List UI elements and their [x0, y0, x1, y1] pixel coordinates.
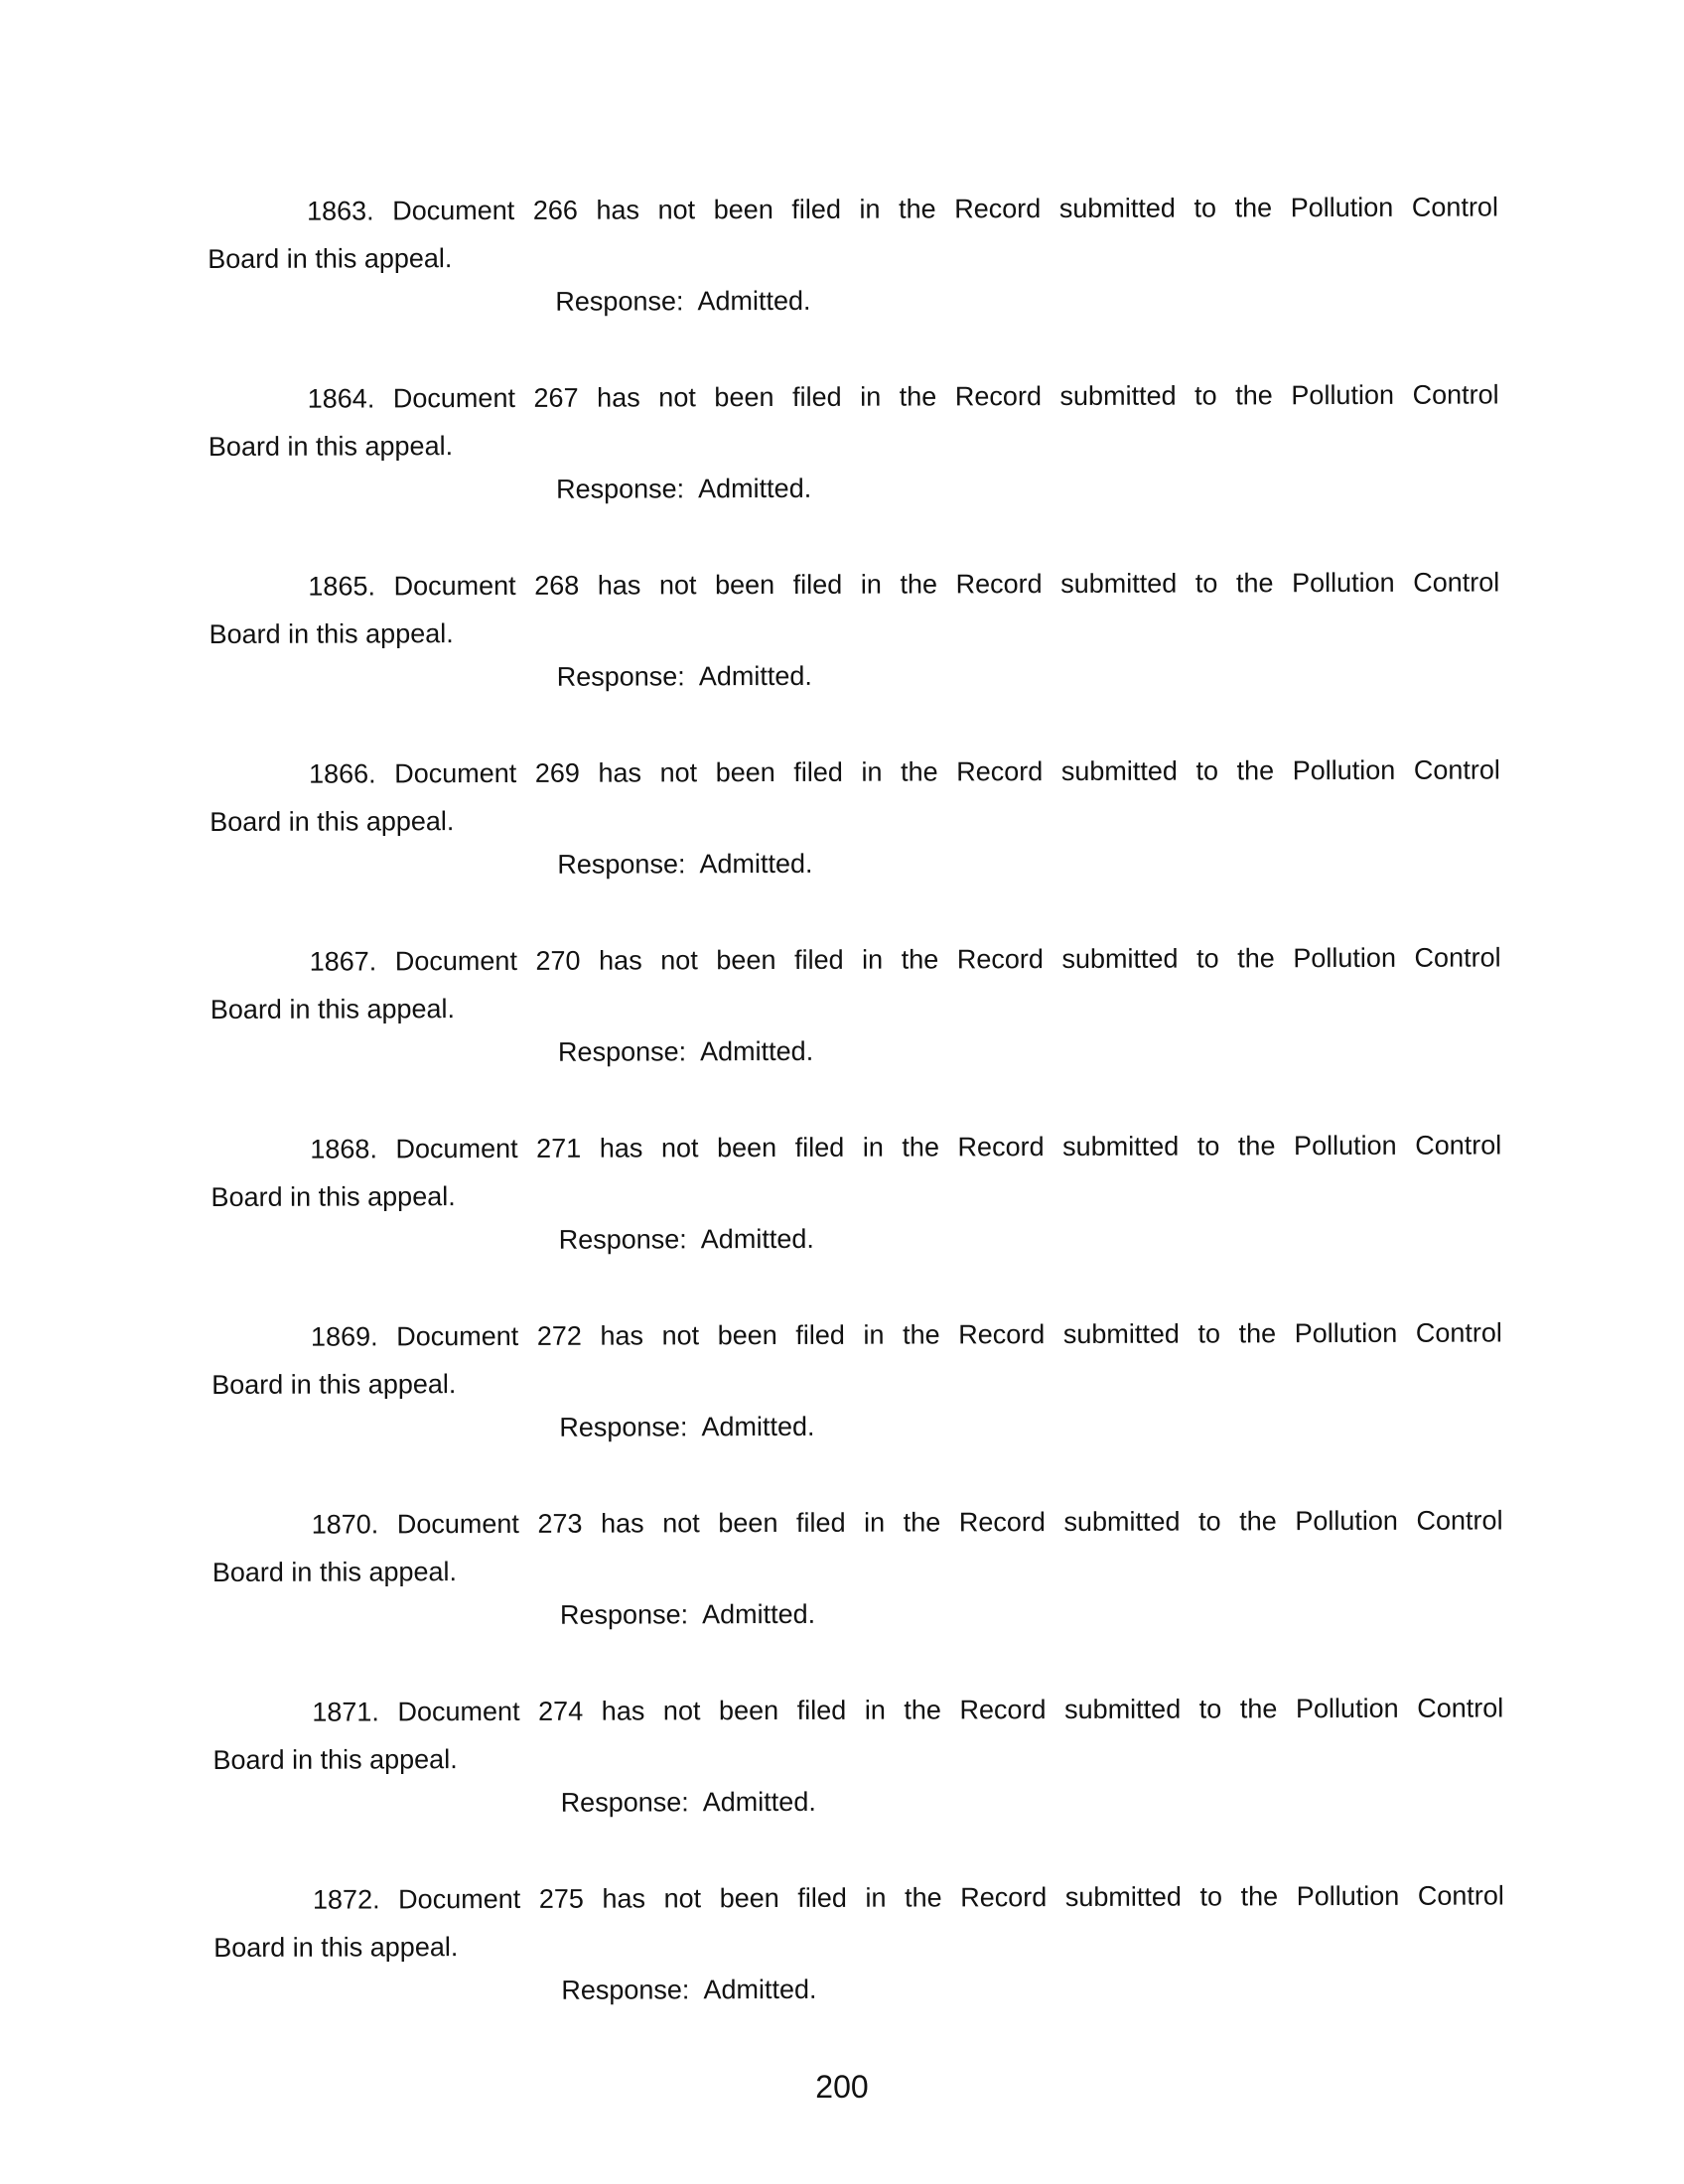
response-line — [557, 659, 812, 694]
paragraph-word: not — [662, 1696, 701, 1726]
response-line — [558, 1034, 813, 1069]
response-label: Response: — [558, 1224, 687, 1255]
paragraph-word: been — [716, 1133, 777, 1163]
paragraph-word: the — [1238, 1318, 1277, 1349]
paragraph-word: not — [658, 382, 696, 413]
paragraph-word: Record — [955, 569, 1043, 600]
paragraph-word: the — [1236, 755, 1275, 786]
paragraph-word: in — [862, 944, 884, 975]
paragraph-word: has — [600, 1320, 644, 1351]
paragraph-continuation: Board in this appeal. — [210, 806, 455, 837]
response-line — [560, 1597, 815, 1632]
paragraph-word: Record — [956, 944, 1044, 975]
paragraph-word: to — [1196, 1131, 1220, 1161]
response-label: Response: — [557, 1036, 687, 1067]
paragraph-word: filed — [795, 1319, 845, 1350]
paragraph-word: submitted — [1060, 755, 1178, 787]
paragraph-word: not — [660, 1133, 699, 1163]
paragraph-word: submitted — [1060, 568, 1178, 600]
paragraph-word: to — [1196, 943, 1219, 974]
page-number: 200 — [815, 2069, 869, 2105]
paragraph-word: the — [904, 1695, 941, 1725]
paragraph-word: filed — [793, 944, 844, 975]
paragraph-number: 1865. — [308, 571, 376, 602]
numbered-paragraph — [212, 1691, 1504, 1883]
response-value: Admitted. — [701, 1411, 815, 1442]
paragraph-word: Document — [394, 757, 517, 789]
paragraph-word: Pollution — [1293, 942, 1396, 974]
paragraph-word: 266 — [532, 195, 578, 225]
paragraph-number: 1869. — [310, 1321, 378, 1352]
paragraph-number: 1866. — [308, 758, 376, 789]
paragraph-word: the — [1237, 1131, 1276, 1161]
paragraph-word: not — [660, 945, 698, 976]
paragraph-word: Record — [958, 1319, 1046, 1350]
response-value: Admitted. — [700, 1223, 814, 1255]
paragraph-word: to — [1194, 568, 1218, 599]
paragraph-continuation: Board in this appeal. — [210, 1181, 456, 1212]
paragraph-word: the — [901, 944, 939, 975]
paragraph-word: submitted — [1058, 193, 1176, 224]
paragraph-word: been — [717, 1320, 777, 1351]
paragraph-word: Record — [958, 1507, 1046, 1538]
paragraph-word: Control — [1415, 1317, 1502, 1348]
paragraph-word: in — [861, 756, 883, 787]
paragraph-word: Control — [1413, 567, 1500, 598]
paragraph-word: has — [597, 382, 640, 413]
paragraph-word: the — [900, 569, 938, 600]
paragraph-word: the — [1235, 568, 1274, 599]
paragraph-word: been — [715, 757, 775, 788]
paragraph-word: Pollution — [1293, 1130, 1397, 1161]
paragraph-word: to — [1197, 1318, 1221, 1349]
paragraph-word: Record — [954, 381, 1042, 412]
paragraph-word: been — [719, 1883, 779, 1914]
paragraph-continuation: Board in this appeal. — [208, 431, 454, 462]
paragraph-word: to — [1198, 1506, 1221, 1537]
paragraph-word: the — [1234, 193, 1273, 223]
paragraph-word: in — [860, 569, 882, 600]
paragraph-word: to — [1193, 193, 1217, 223]
paragraph-word: in — [864, 1695, 886, 1725]
paragraph-word: Record — [956, 756, 1044, 787]
response-line — [555, 284, 810, 319]
paragraph-word: the — [901, 756, 938, 787]
paragraph-word: Pollution — [1295, 1693, 1399, 1724]
paragraph-continuation: Board in this appeal. — [210, 994, 456, 1024]
paragraph-list — [208, 190, 1505, 2071]
paragraph-word: 275 — [538, 1883, 584, 1914]
paragraph-number: 1863. — [307, 196, 374, 226]
response-value: Admitted. — [702, 1598, 816, 1630]
paragraph-word: Document — [392, 195, 515, 226]
paragraph-word: Document — [396, 1508, 519, 1540]
response-label: Response: — [559, 1412, 688, 1442]
paragraph-word: Document — [392, 382, 515, 414]
paragraph-word: has — [601, 1508, 644, 1539]
numbered-paragraph — [211, 1315, 1503, 1508]
paragraph-first-line — [209, 377, 1499, 416]
paragraph-word: Document — [394, 945, 517, 977]
paragraph-word: Pollution — [1291, 567, 1395, 599]
paragraph-word: has — [602, 1883, 646, 1914]
paragraph-number: 1864. — [307, 383, 375, 414]
paragraph-word: the — [899, 381, 937, 412]
response-value: Admitted. — [703, 1974, 817, 2005]
paragraph-word: filed — [792, 381, 842, 412]
paragraph-word: filed — [795, 1507, 846, 1538]
paragraph-word: has — [596, 195, 640, 225]
paragraph-word: 269 — [534, 757, 580, 788]
paragraph-number: 1871. — [312, 1697, 379, 1727]
paragraph-word: 270 — [535, 945, 581, 976]
paragraph-word: filed — [793, 756, 843, 787]
paragraph-first-line — [213, 1878, 1504, 1917]
paragraph-first-line — [210, 940, 1501, 979]
response-value: Admitted. — [699, 848, 813, 880]
response-value: Admitted. — [697, 285, 811, 317]
numbered-paragraph — [210, 752, 1501, 945]
paragraph-first-line — [210, 1128, 1501, 1166]
response-label: Response: — [560, 1787, 689, 1818]
paragraph-word: the — [1240, 1881, 1279, 1912]
paragraph-first-line — [209, 565, 1499, 604]
paragraph-word: submitted — [1064, 1694, 1182, 1724]
paragraph-word: Document — [393, 570, 516, 602]
paragraph-word: submitted — [1063, 1506, 1181, 1537]
paragraph-word: not — [659, 757, 698, 788]
paragraph-word: Control — [1411, 192, 1498, 222]
paragraph-word: 274 — [538, 1696, 584, 1726]
response-value: Admitted. — [698, 473, 812, 504]
paragraph-word: not — [661, 1320, 700, 1351]
paragraph-word: the — [904, 1882, 942, 1913]
paragraph-word: been — [715, 570, 775, 601]
numbered-paragraph — [213, 1878, 1505, 2071]
paragraph-word: 267 — [533, 382, 579, 413]
paragraph-word: been — [714, 382, 774, 413]
paragraph-word: Pollution — [1292, 754, 1396, 786]
paragraph-word: filed — [797, 1882, 847, 1913]
paragraph-number: 1870. — [311, 1509, 379, 1540]
paragraph-word: Control — [1413, 754, 1500, 785]
paragraph-word: has — [599, 945, 642, 976]
response-label: Response: — [557, 849, 686, 880]
paragraph-word: filed — [792, 569, 843, 600]
paragraph-first-line — [210, 752, 1500, 791]
paragraph-word: submitted — [1062, 1131, 1180, 1161]
paragraph-word: 273 — [537, 1508, 583, 1539]
paragraph-word: been — [713, 195, 773, 225]
paragraph-word: Control — [1414, 942, 1501, 973]
paragraph-first-line — [212, 1691, 1503, 1729]
paragraph-word: not — [662, 1508, 700, 1539]
response-line — [557, 847, 812, 882]
paragraph-word: in — [859, 194, 881, 224]
response-label: Response: — [561, 1975, 690, 2005]
paragraph-word: Pollution — [1295, 1505, 1398, 1537]
paragraph-word: has — [599, 1133, 643, 1163]
paragraph-word: to — [1199, 1881, 1223, 1912]
paragraph-word: to — [1198, 1694, 1222, 1724]
paragraph-continuation: Board in this appeal. — [212, 1744, 458, 1775]
response-line — [559, 1410, 814, 1444]
paragraph-word: Pollution — [1296, 1880, 1400, 1912]
paragraph-first-line — [211, 1315, 1502, 1354]
paragraph-continuation: Board in this appeal. — [213, 1932, 459, 1963]
response-label: Response: — [556, 661, 685, 692]
paragraph-word: Control — [1416, 1505, 1503, 1536]
paragraph-word: been — [716, 945, 776, 976]
paragraph-word: not — [658, 570, 697, 601]
paragraph-continuation: Board in this appeal. — [211, 1557, 458, 1587]
paragraph-word: the — [903, 1507, 941, 1538]
paragraph-word: not — [663, 1883, 702, 1914]
paragraph-word: in — [864, 1507, 886, 1538]
paragraph-first-line — [208, 190, 1498, 228]
paragraph-word: to — [1195, 755, 1219, 786]
paragraph-number: 1872. — [312, 1884, 380, 1915]
response-value: Admitted. — [702, 1786, 816, 1818]
paragraph-word: 271 — [536, 1133, 582, 1163]
paragraph-word: submitted — [1061, 943, 1179, 975]
paragraph-word: Control — [1417, 1693, 1504, 1723]
paragraph-continuation: Board in this appeal. — [208, 243, 453, 274]
numbered-paragraph — [210, 1128, 1502, 1320]
paragraph-word: Document — [395, 1133, 518, 1164]
paragraph-word: in — [860, 381, 882, 412]
paragraph-word: submitted — [1059, 380, 1177, 412]
paragraph-word: filed — [794, 1132, 845, 1162]
paragraph-word: the — [1239, 1694, 1278, 1724]
paragraph-word: Document — [398, 1883, 521, 1915]
paragraph-word: Pollution — [1294, 1317, 1398, 1349]
paragraph-continuation: Board in this appeal. — [211, 1369, 457, 1400]
paragraph-word: the — [1237, 943, 1275, 974]
paragraph-word: in — [862, 1132, 884, 1162]
paragraph-word: the — [1239, 1506, 1277, 1537]
response-label: Response: — [555, 474, 685, 504]
paragraph-word: the — [903, 1319, 940, 1350]
paragraph-continuation: Board in this appeal. — [209, 618, 454, 649]
paragraph-word: Document — [396, 1320, 519, 1352]
paragraph-word: 272 — [536, 1320, 582, 1351]
response-label: Response: — [559, 1599, 689, 1630]
response-line — [561, 1973, 816, 2007]
paragraph-word: has — [598, 757, 642, 788]
response-line — [561, 1785, 816, 1820]
paragraph-first-line — [212, 1503, 1503, 1542]
paragraph-word: Control — [1417, 1880, 1504, 1911]
response-line — [556, 472, 811, 506]
paragraph-word: been — [718, 1508, 778, 1539]
numbered-paragraph — [210, 940, 1502, 1133]
paragraph-word: Record — [954, 194, 1042, 224]
response-value: Admitted. — [698, 660, 812, 692]
response-line — [559, 1222, 814, 1257]
paragraph-word: to — [1194, 380, 1217, 411]
paragraph-word: submitted — [1062, 1318, 1180, 1349]
paragraph-word: Control — [1412, 379, 1499, 410]
paragraph-word: Record — [957, 1132, 1045, 1162]
paragraph-word: filed — [796, 1695, 847, 1725]
response-value: Admitted. — [700, 1035, 814, 1067]
numbered-paragraph — [209, 565, 1500, 757]
numbered-paragraph — [209, 377, 1500, 570]
paragraph-word: Document — [397, 1696, 520, 1727]
paragraph-word: the — [1235, 380, 1273, 411]
paragraph-number: 1868. — [310, 1134, 377, 1164]
numbered-paragraph — [212, 1503, 1504, 1696]
paragraph-word: 268 — [534, 570, 580, 601]
paragraph-number: 1867. — [309, 946, 377, 977]
paragraph-word: in — [865, 1882, 887, 1913]
paragraph-word: the — [902, 1132, 939, 1162]
response-label: Response: — [555, 286, 684, 317]
paragraph-word: filed — [791, 194, 841, 224]
paragraph-word: the — [899, 194, 936, 224]
paragraph-word: not — [657, 195, 696, 225]
paragraph-word: Pollution — [1290, 192, 1394, 223]
paragraph-word: has — [601, 1696, 645, 1726]
paragraph-word: been — [718, 1696, 779, 1726]
paragraph-word: submitted — [1064, 1881, 1182, 1912]
paragraph-word: Record — [959, 1695, 1047, 1725]
paragraph-word: in — [863, 1319, 885, 1350]
numbered-paragraph — [208, 190, 1499, 382]
paragraph-word: Record — [960, 1882, 1048, 1913]
paragraph-word: has — [597, 570, 641, 601]
paragraph-word: Pollution — [1291, 379, 1395, 411]
paragraph-word: Control — [1415, 1130, 1502, 1160]
